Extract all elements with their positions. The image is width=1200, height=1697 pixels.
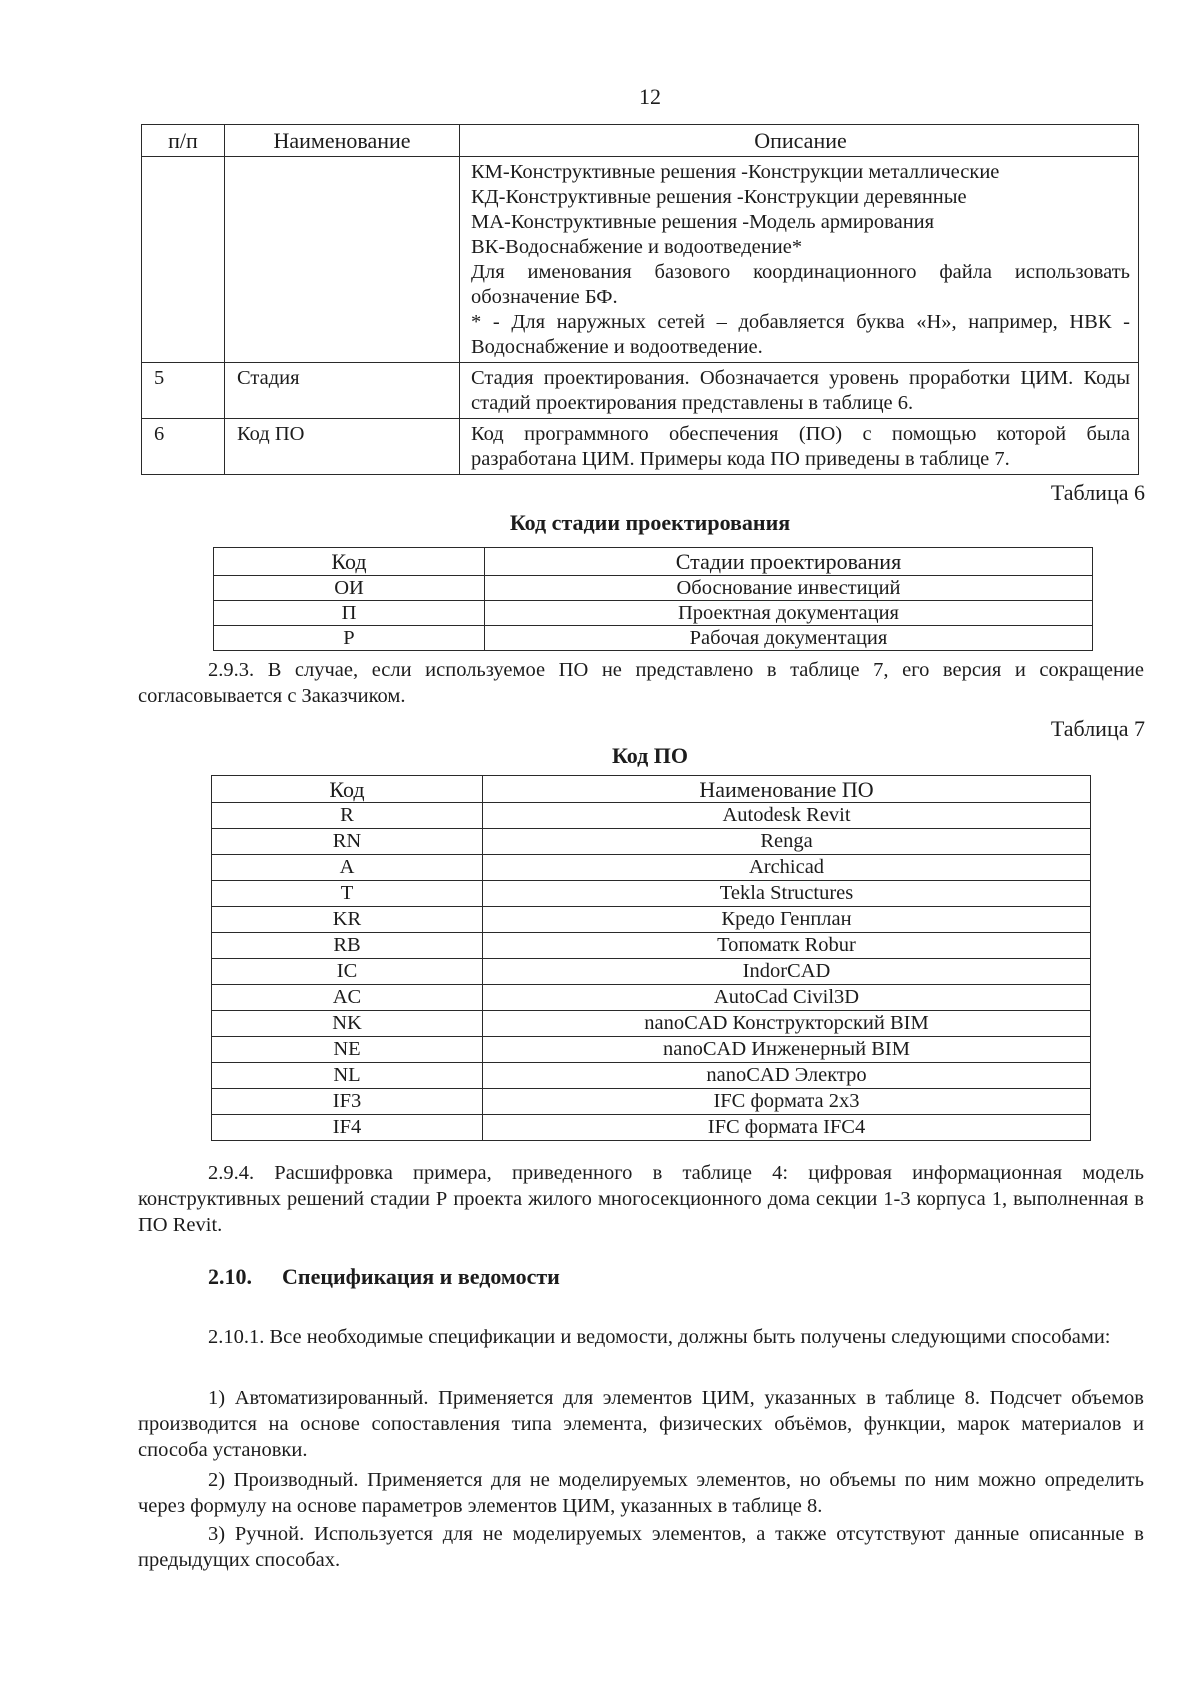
section-heading-2-10 (208, 1264, 560, 1290)
software-cell: IndorCAD (483, 959, 1091, 985)
code-cell: IC (212, 959, 483, 985)
code-cell: A (212, 855, 483, 881)
table7-label: Таблица 7 (1050, 716, 1145, 741)
table-row (142, 363, 1139, 419)
header-name: Наименование (225, 125, 460, 157)
table-row (214, 626, 1093, 651)
code-cell: NK (212, 1011, 483, 1037)
code-line: КД-Конструктивные решения -Конструкции деревянные (471, 186, 967, 208)
table-header-row (212, 776, 1091, 803)
stage-cell: Проектная документация (485, 601, 1093, 626)
stage-cell: Обоснование инвестиций (485, 576, 1093, 601)
code-line: ВК-Водоснабжение и водоотведение* (471, 236, 803, 258)
table6-label: Таблица 6 (1050, 480, 1145, 505)
row-num: 5 (142, 363, 225, 419)
paragraph-2-9-3: 2.9.3. В случае, если используемое ПО не представлено в таблице 7, его версия и сокращение согласовывается с Заказчиком. (138, 659, 1144, 707)
page-number: 12 (639, 84, 661, 109)
table-header-row (142, 125, 1139, 157)
continuation-table (141, 124, 1139, 475)
software-cell: IFC формата IFC4 (483, 1115, 1091, 1141)
row-num: 6 (142, 419, 225, 475)
list-item: 3) Ручной. Используется для не моделируемых элементов, а также отсутствуют данные описанные в предыдущих способах. (138, 1523, 1144, 1571)
table-row (212, 1063, 1091, 1089)
table7 (211, 775, 1091, 1141)
code-cell: AC (212, 985, 483, 1011)
table-row (212, 1011, 1091, 1037)
row-name: Код ПО (225, 419, 460, 475)
header-num: п/п (142, 125, 225, 157)
row-description: Стадия проектирования. Обозначается уровень проработки ЦИМ. Коды стадий проектирования представлены в таблице 6. (460, 363, 1139, 419)
row-description: Код программного обеспечения (ПО) с помощью которой была разработана ЦИМ. Примеры кода ПО приведены в таблице 7. (460, 419, 1139, 475)
header-description: Описание (460, 125, 1139, 157)
table-row (212, 1089, 1091, 1115)
code-cell: Р (214, 626, 485, 651)
paragraph-2-9-4: 2.9.4. Расшифровка примера, приведенного в таблице 4: цифровая информационная модель конструктивных решений стадии Р проекта жилого многосекционного дома секции 1-3 корпуса 1, выполненная в ПО Revit. (138, 1162, 1144, 1236)
row-name (225, 157, 460, 363)
code-cell: П (214, 601, 485, 626)
software-cell: Tekla Structures (483, 881, 1091, 907)
table-header-row (214, 548, 1093, 576)
header-stage: Стадии проектирования (485, 548, 1093, 576)
code-line: КМ-Конструктивные решения -Конструкции металлические (471, 161, 1000, 183)
table-row (214, 576, 1093, 601)
table6 (213, 547, 1093, 651)
table-row (212, 933, 1091, 959)
row-description (460, 157, 1139, 363)
software-cell: nanoCAD Инженерный BIM (483, 1037, 1091, 1063)
table-row (142, 157, 1139, 363)
table6-title: Код стадии проектирования (509, 510, 791, 535)
table-row (212, 907, 1091, 933)
software-cell: nanoCAD Электро (483, 1063, 1091, 1089)
row-num (142, 157, 225, 363)
code-cell: IF4 (212, 1115, 483, 1141)
software-cell: Archicad (483, 855, 1091, 881)
software-cell: Топоматк Robur (483, 933, 1091, 959)
code-cell: ОИ (214, 576, 485, 601)
table-row (142, 419, 1139, 475)
code-cell: R (212, 803, 483, 829)
code-cell: NE (212, 1037, 483, 1063)
code-cell: NL (212, 1063, 483, 1089)
code-cell: KR (212, 907, 483, 933)
table-row (212, 881, 1091, 907)
software-cell: Autodesk Revit (483, 803, 1091, 829)
base-file-note: Для именования базового координационного файла использовать обозначение БФ. (471, 261, 1130, 308)
table-row (212, 985, 1091, 1011)
software-cell: AutoCad Civil3D (483, 985, 1091, 1011)
table-row (212, 1115, 1091, 1141)
list-item: 2) Производный. Применяется для не моделируемых элементов, но объемы по ним можно определить через формулу на основе параметров элементов ЦИМ, указанных в таблице 8. (138, 1469, 1144, 1517)
table-row (212, 829, 1091, 855)
table-row (212, 855, 1091, 881)
table7-title: Код ПО (611, 743, 689, 768)
software-cell: nanoCAD Конструкторский BIM (483, 1011, 1091, 1037)
header-code: Код (214, 548, 485, 576)
header-code: Код (212, 776, 483, 803)
section-number: 2.10. (208, 1264, 252, 1289)
software-cell: Renga (483, 829, 1091, 855)
header-software-name: Наименование ПО (483, 776, 1091, 803)
software-cell: IFC формата 2x3 (483, 1089, 1091, 1115)
code-cell: RB (212, 933, 483, 959)
code-cell: IF3 (212, 1089, 483, 1115)
external-networks-note: * - Для наружных сетей – добавляется буква «Н», например, НВК - Водоснабжение и водоотведение. (471, 311, 1130, 358)
code-cell: T (212, 881, 483, 907)
paragraph-2-10-1: 2.10.1. Все необходимые спецификации и ведомости, должны быть получены следующими способами: (208, 1326, 1111, 1348)
row-name: Стадия (225, 363, 460, 419)
software-cell: Кредо Генплан (483, 907, 1091, 933)
code-line: МА-Конструктивные решения -Модель армирования (471, 211, 935, 233)
stage-cell: Рабочая документация (485, 626, 1093, 651)
code-cell: RN (212, 829, 483, 855)
table-row (212, 1037, 1091, 1063)
table-row (214, 601, 1093, 626)
table-row (212, 959, 1091, 985)
table-row (212, 803, 1091, 829)
section-title: Спецификация и ведомости (282, 1264, 560, 1289)
list-item: 1) Автоматизированный. Применяется для элементов ЦИМ, указанных в таблице 8. Подсчет объемов производится на основе сопоставления типа элемента, физических объёмов, функции, марок материалов и способа установки. (138, 1387, 1144, 1461)
